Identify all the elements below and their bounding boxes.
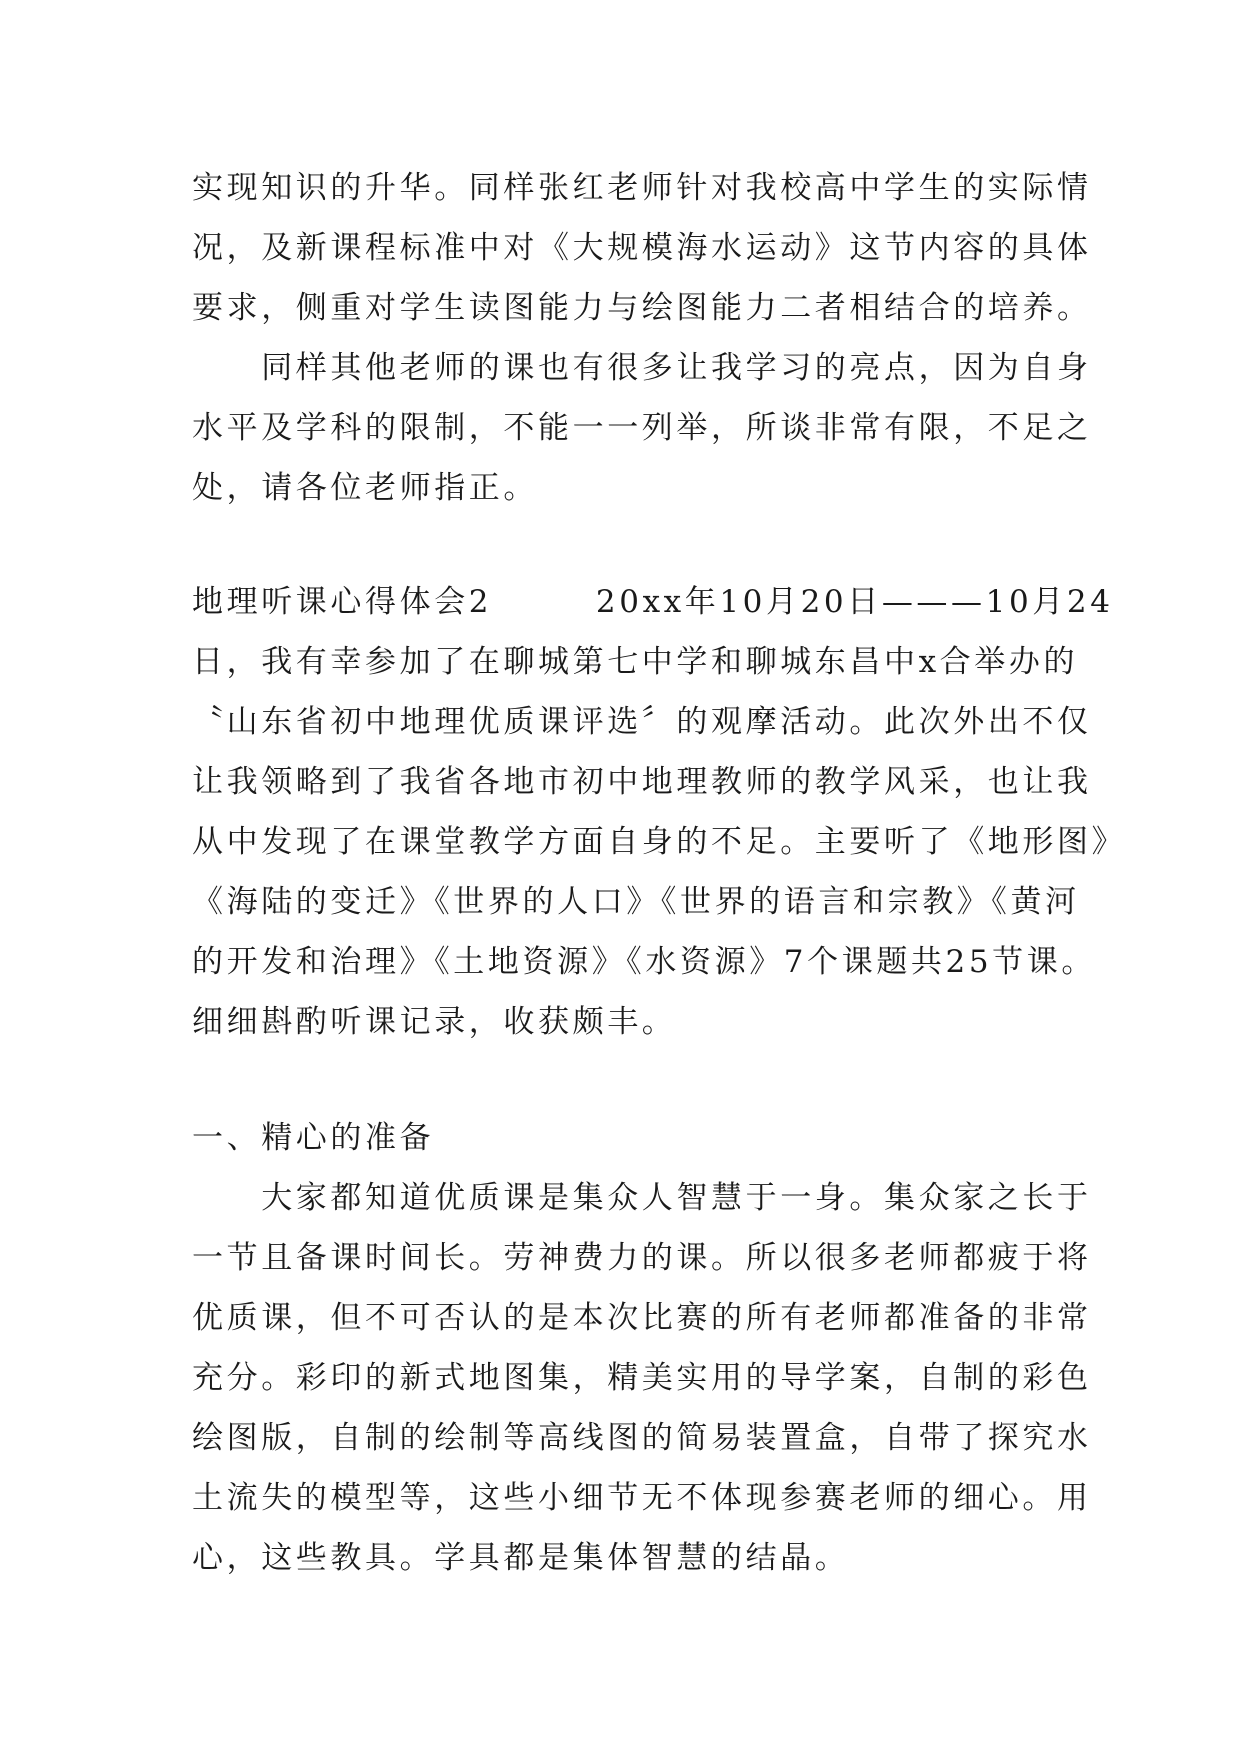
text-line: 水平及学科的限制，不能一一列举，所谈非常有限，不足之 bbox=[192, 410, 1092, 446]
text-line: 《海陆的变迁》《世界的人口》《世界的语言和宗教》《黄河 bbox=[192, 884, 1080, 920]
text-line: 让我领略到了我省各地市初中地理教师的教学风采，也让我 bbox=[192, 764, 1092, 800]
text-line: 〝山东省初中地理优质课评选〞的观摩活动。此次外出不仅 bbox=[192, 704, 1092, 740]
text-line: 优质课，但不可否认的是本次比赛的所有老师都准备的非常 bbox=[192, 1300, 1092, 1336]
text-line: 日，我有幸参加了在聊城第七中学和聊城东昌中x合举办的 bbox=[192, 644, 1079, 680]
text-line: 从中发现了在课堂教学方面自身的不足。主要听了《地形图》 bbox=[192, 824, 1127, 860]
text-line: 一节且备课时间长。劳神费力的课。所以很多老师都疲于将 bbox=[192, 1240, 1092, 1276]
text-line: 大家都知道优质课是集众人智慧于一身。集众家之长于 bbox=[192, 1180, 1092, 1216]
text-line: 的开发和治理》《土地资源》《水资源》7个课题共25节课。 bbox=[192, 944, 1096, 980]
text-line: 同样其他老师的课也有很多让我学习的亮点，因为自身 bbox=[192, 350, 1092, 386]
text-line: 土流失的模型等，这些小细节无不体现参赛老师的细心。用 bbox=[192, 1480, 1092, 1516]
text-line: 充分。彩印的新式地图集，精美实用的导学案，自制的彩色 bbox=[192, 1360, 1092, 1396]
text-line: 细细斟酌听课记录，收获颇丰。 bbox=[192, 1004, 677, 1040]
text-line: 况，及新课程标准中对《大规模海水运动》这节内容的具体 bbox=[192, 230, 1092, 266]
text-line: 心，这些教具。学具都是集体智慧的结晶。 bbox=[192, 1540, 850, 1576]
text-line: 处，请各位老师指正。 bbox=[192, 470, 538, 506]
text-line: 绘图版，自制的绘制等高线图的简易装置盒，自带了探究水 bbox=[192, 1420, 1092, 1456]
section-title-line: 地理听课心得体会2 20xx年10月20日———10月24 bbox=[192, 584, 1114, 620]
text-line: 要求，侧重对学生读图能力与绘图能力二者相结合的培养。 bbox=[192, 290, 1092, 326]
text-line: 实现知识的升华。同样张红老师针对我校高中学生的实际情 bbox=[192, 170, 1092, 206]
section-heading: 一、精心的准备 bbox=[192, 1120, 435, 1156]
